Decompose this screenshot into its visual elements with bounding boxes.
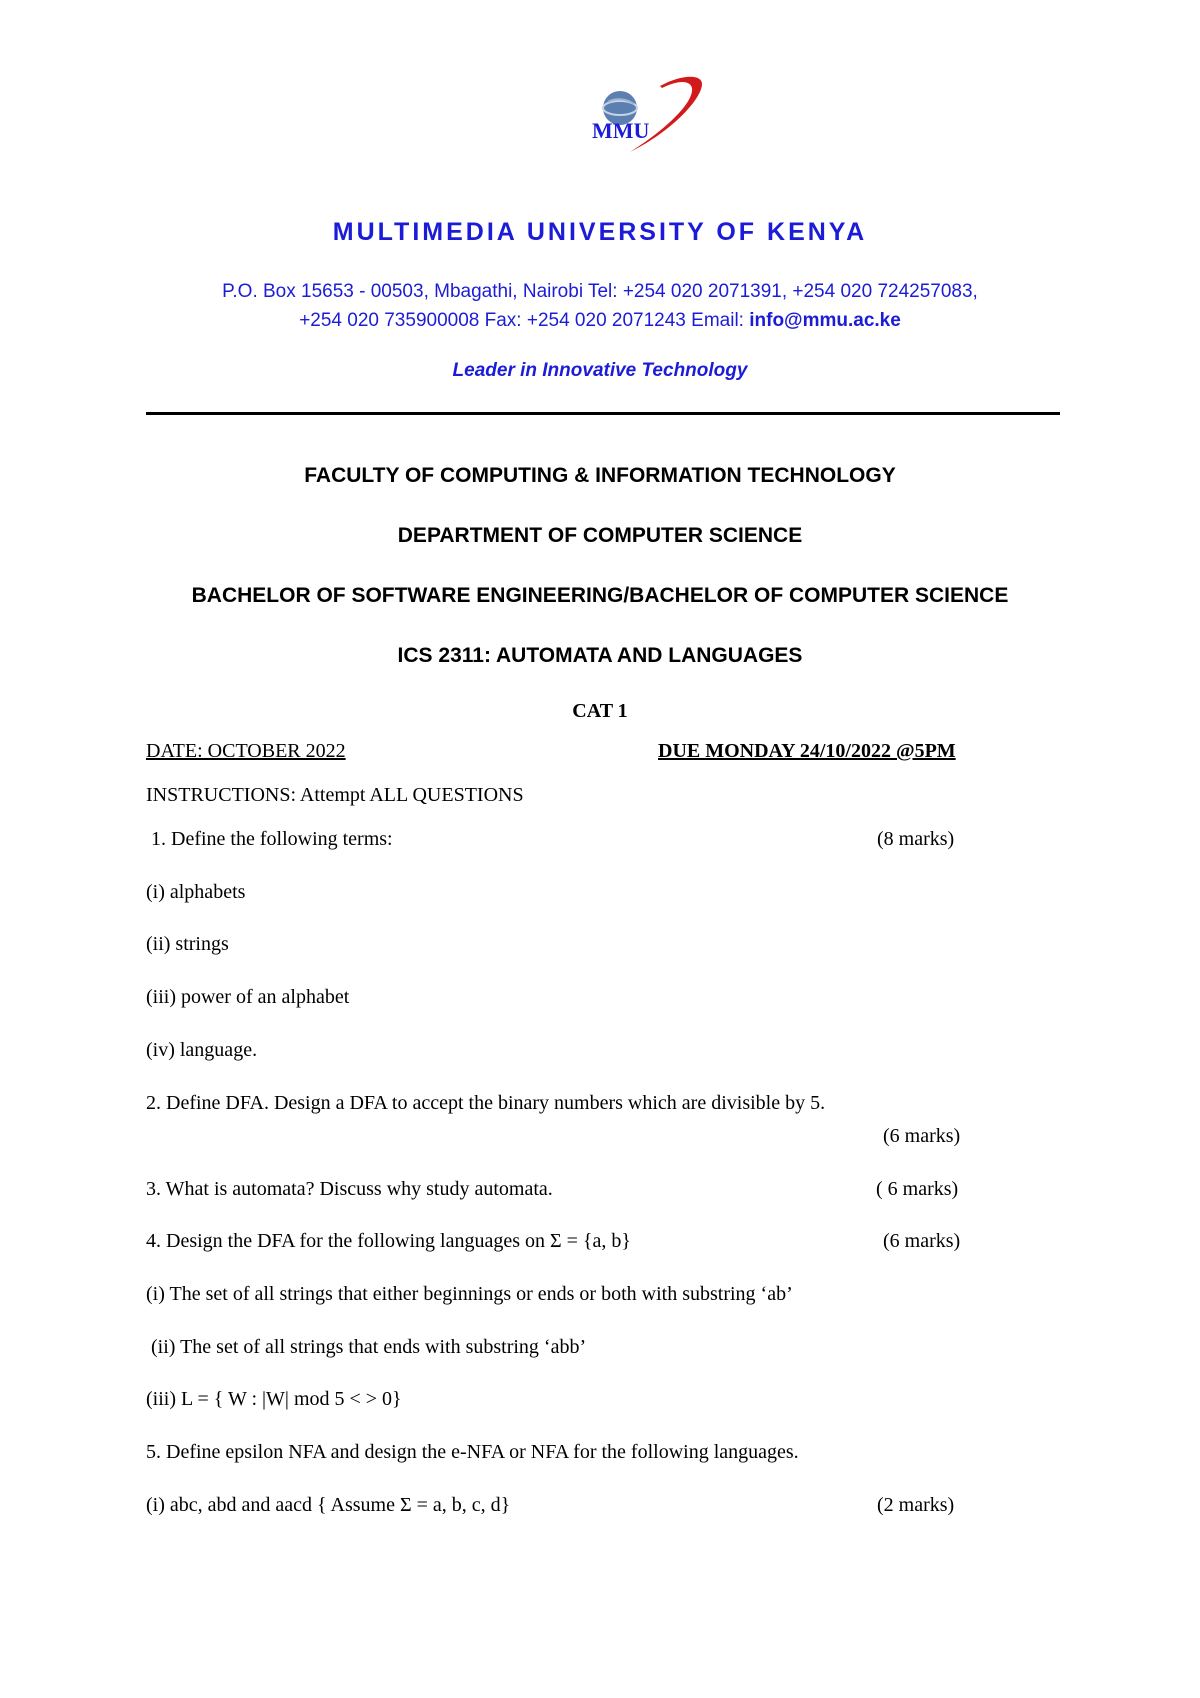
svg-text:MMU: MMU (592, 118, 650, 143)
exam-date: DATE: OCTOBER 2022 (146, 740, 346, 762)
question-1-item: (ii) strings (146, 933, 229, 955)
question-4-marks: (6 marks) (883, 1230, 961, 1252)
header-divider (146, 412, 1060, 415)
university-name: MULTIMEDIA UNIVERSITY OF KENYA (332, 218, 868, 246)
address-line-1: P.O. Box 15653 - 00503, Mbagathi, Nairobi Tel: +254 020 2071391, +254 020 724257083, (222, 281, 978, 302)
question-4-item: (ii) The set of all strings that ends with substring ‘abb’ (146, 1336, 587, 1358)
question-1-marks: (8 marks) (877, 828, 955, 850)
question-1-item: (i) alphabets (146, 881, 246, 903)
programme-heading: BACHELOR OF SOFTWARE ENGINEERING/BACHELOR OF COMPUTER SCIENCE (191, 584, 1009, 607)
question-3: 3. What is automata? Discuss why study automata. (146, 1178, 553, 1200)
question-4-item: (iii) L = { W : |W| mod 5 < > 0} (146, 1388, 402, 1410)
question-4: 4. Design the DFA for the following languages on Σ = {a, b} (146, 1230, 632, 1252)
question-4-item: (i) The set of all strings that either beginnings or ends or both with substring ‘ab’ (146, 1283, 793, 1305)
question-1-item: (iii) power of an alphabet (146, 986, 350, 1008)
question-3-marks: ( 6 marks) (876, 1178, 959, 1200)
due-date: DUE MONDAY 24/10/2022 @5PM (658, 740, 956, 762)
mmu-logo (590, 72, 710, 162)
exam-title: CAT 1 (572, 700, 628, 722)
question-5-item: (i) abc, abd and aacd { Assume Σ = a, b, c, d} (146, 1494, 511, 1516)
faculty-heading: FACULTY OF COMPUTING & INFORMATION TECHNOLOGY (304, 464, 896, 487)
question-5-item-marks: (2 marks) (877, 1494, 955, 1516)
question-1: 1. Define the following terms: (146, 828, 393, 850)
department-heading: DEPARTMENT OF COMPUTER SCIENCE (397, 524, 803, 547)
question-5: 5. Define epsilon NFA and design the e-NFA or NFA for the following languages. (146, 1441, 799, 1463)
question-1-item: (iv) language. (146, 1039, 258, 1061)
email-address: info@mmu.ac.ke (749, 310, 901, 331)
question-2: 2. Define DFA. Design a DFA to accept the binary numbers which are divisible by 5. (146, 1092, 826, 1114)
question-2-marks: (6 marks) (883, 1125, 961, 1147)
address-line-2-text: +254 020 735900008 Fax: +254 020 2071243 Email: (299, 310, 750, 331)
instructions: INSTRUCTIONS: Attempt ALL QUESTIONS (146, 784, 524, 806)
address-line-2 (0, 310, 1200, 332)
motto: Leader in Innovative Technology (452, 360, 748, 381)
course-heading: ICS 2311: AUTOMATA AND LANGUAGES (397, 644, 803, 667)
